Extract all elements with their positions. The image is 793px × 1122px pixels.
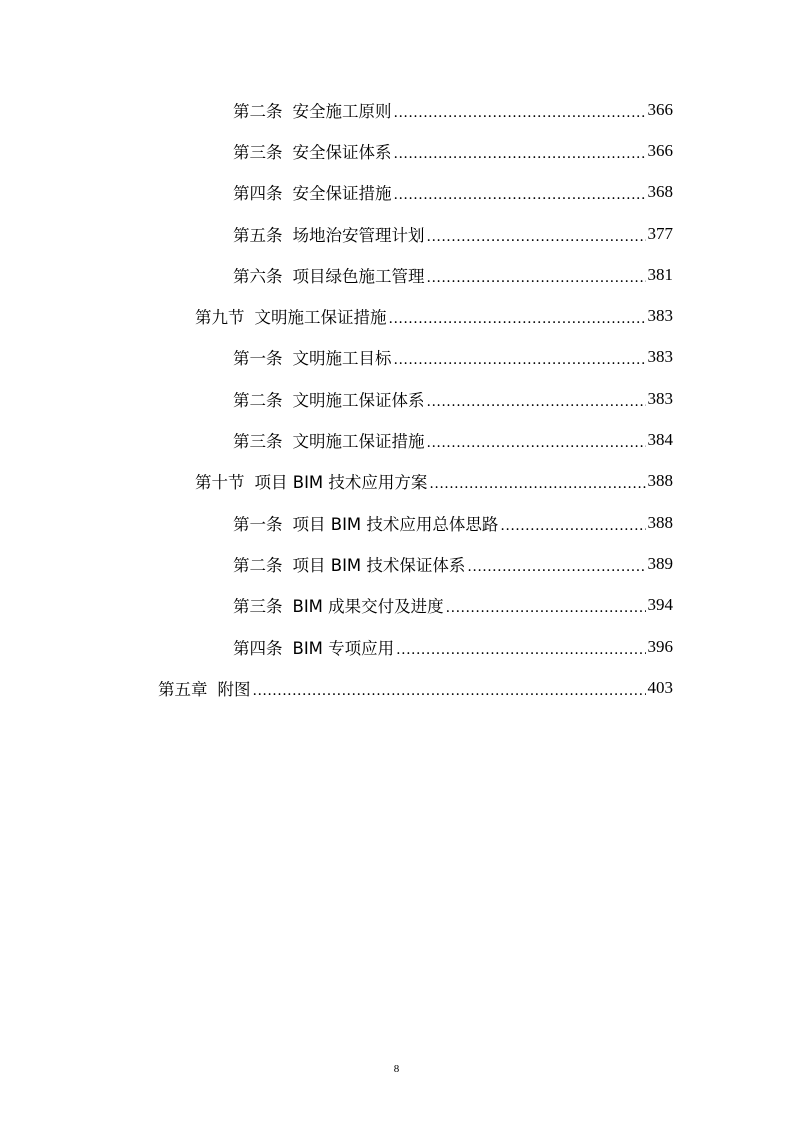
dot-leader (253, 683, 646, 699)
toc-entry-page: 389 (647, 553, 673, 573)
dot-leader (394, 187, 646, 203)
dot-leader (467, 559, 645, 575)
toc-entry-page: 388 (647, 512, 673, 532)
toc-entry-page: 368 (647, 182, 673, 202)
dot-leader (394, 352, 646, 368)
dot-leader (389, 311, 646, 327)
toc-entry-number: 第三条 (233, 432, 283, 452)
toc-entry-title: 附图 (217, 679, 251, 699)
toc-entry-title: BIM 成果交付及进度 (292, 597, 444, 617)
toc-entry-page: 403 (647, 677, 673, 697)
dot-leader (427, 229, 646, 245)
toc-entry-number: 第十节 (195, 473, 245, 493)
toc-entry[interactable] (0, 172, 793, 213)
toc-entry-number: 第三条 (233, 597, 283, 617)
toc-entry-number: 第二条 (233, 101, 283, 121)
toc-entry-number: 第二条 (233, 390, 283, 410)
dot-leader (500, 518, 645, 534)
toc-entry-number: 第二条 (233, 555, 283, 575)
toc-entry-page: 383 (647, 347, 673, 367)
toc-entry-page: 394 (647, 595, 673, 615)
toc-entry-number: 第一条 (233, 349, 283, 369)
toc-entry-title: 项目绿色施工管理 (292, 266, 425, 286)
toc-entry-title: 安全保证措施 (292, 184, 392, 204)
toc-entry-title: 文明施工目标 (292, 349, 392, 369)
toc-entry[interactable] (0, 543, 793, 584)
toc-entry[interactable] (0, 89, 793, 130)
dot-leader (394, 105, 646, 121)
toc-entry-title: 安全施工原则 (292, 101, 392, 121)
toc-entry-number: 第一条 (233, 514, 283, 534)
toc-entry-title: 文明施工保证体系 (292, 390, 425, 410)
toc-entry-page: 383 (647, 306, 673, 326)
toc-entry-number: 第六条 (233, 266, 283, 286)
toc-entry-title: 项目 BIM 技术保证体系 (292, 555, 466, 575)
dot-leader (396, 642, 645, 658)
toc-entry[interactable] (0, 130, 793, 171)
toc-entry-page: 381 (647, 264, 673, 284)
toc-entry-page: 384 (647, 430, 673, 450)
toc-entry-title: 场地治安管理计划 (292, 225, 425, 245)
toc-entry[interactable] (0, 213, 793, 254)
toc-entry[interactable] (0, 502, 793, 543)
toc-entry-title: 项目 BIM 技术应用总体思路 (292, 514, 499, 534)
toc-entry-title: 文明施工保证措施 (292, 432, 425, 452)
toc-entry[interactable] (0, 337, 793, 378)
toc-entry[interactable] (0, 378, 793, 419)
toc-entry-title: 项目 BIM 技术应用方案 (254, 473, 428, 493)
dot-leader (446, 600, 646, 616)
dot-leader (427, 435, 646, 451)
toc-entry[interactable] (0, 295, 793, 336)
page-number: 8 (393, 1063, 400, 1075)
toc-entry-page: 396 (647, 636, 673, 656)
toc-entry[interactable] (0, 419, 793, 460)
dot-leader (427, 394, 646, 410)
toc-entry[interactable] (0, 667, 793, 708)
toc-entry-page: 377 (647, 223, 673, 243)
dot-leader (429, 476, 645, 492)
toc-entry-title: 文明施工保证措施 (254, 308, 387, 328)
dot-leader (427, 270, 646, 286)
toc-entry-number: 第三条 (233, 142, 283, 162)
toc-entry-number: 第五章 (158, 679, 208, 699)
toc-entry-number: 第四条 (233, 638, 283, 658)
toc-entry-title: BIM 专项应用 (292, 638, 395, 658)
toc-entry-page: 383 (647, 388, 673, 408)
toc-entry-title: 安全保证体系 (292, 142, 392, 162)
toc-entry[interactable] (0, 585, 793, 626)
table-of-contents (0, 89, 793, 708)
toc-entry-number: 第九节 (195, 308, 245, 328)
dot-leader (394, 146, 646, 162)
toc-entry[interactable] (0, 254, 793, 295)
toc-entry-page: 366 (647, 99, 673, 119)
toc-entry[interactable] (0, 461, 793, 502)
toc-entry-number: 第四条 (233, 184, 283, 204)
toc-entry-page: 366 (647, 140, 673, 160)
toc-entry[interactable] (0, 626, 793, 667)
toc-entry-number: 第五条 (233, 225, 283, 245)
toc-entry-page: 388 (647, 471, 673, 491)
